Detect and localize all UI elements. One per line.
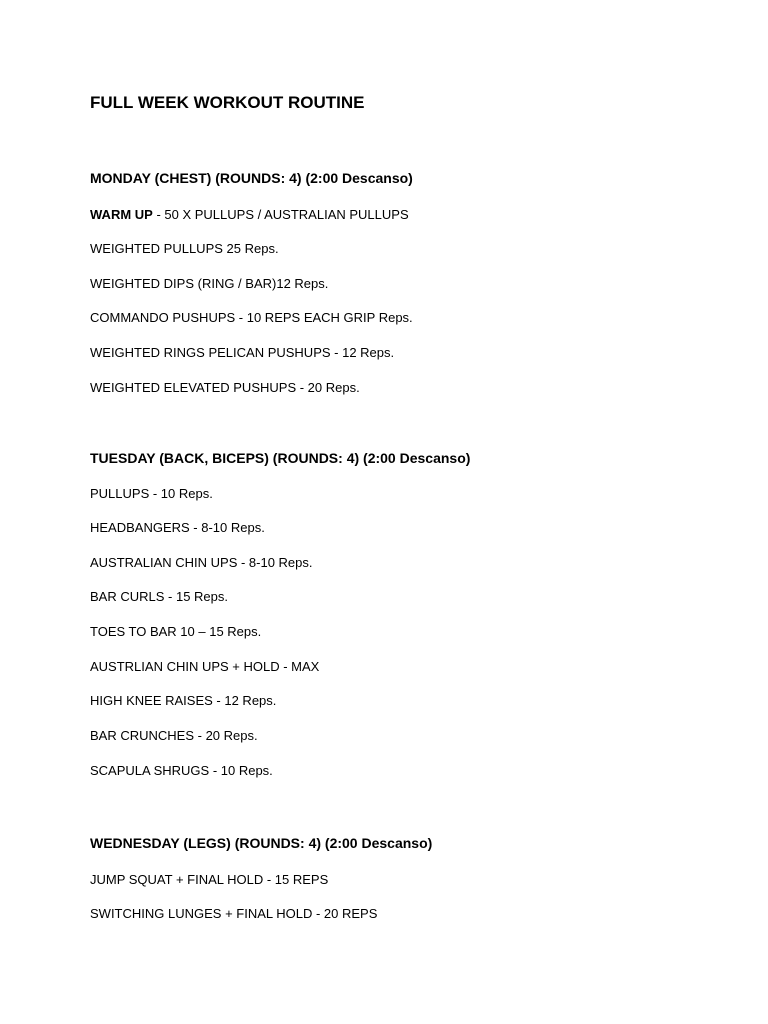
- section-heading: MONDAY (CHEST) (ROUNDS: 4) (2:00 Descanso): [90, 170, 413, 186]
- exercise-bold-label: WARM UP: [90, 207, 153, 222]
- exercise-line: WEIGHTED DIPS (RING / BAR)12 Reps.: [90, 276, 329, 291]
- section-wednesday: [90, 834, 730, 921]
- exercise-line: JUMP SQUAT + FINAL HOLD - 15 REPS: [90, 872, 329, 887]
- exercise-line: AUSTRALIAN CHIN UPS - 8-10 Reps.: [90, 555, 313, 570]
- exercise-line: BAR CRUNCHES - 20 Reps.: [90, 728, 258, 743]
- exercise-line: WEIGHTED RINGS PELICAN PUSHUPS - 12 Reps.: [90, 345, 395, 360]
- exercise-line: WEIGHTED PULLUPS 25 Reps.: [90, 241, 279, 256]
- exercise-line: SCAPULA SHRUGS - 10 Reps.: [90, 763, 273, 778]
- section-heading: WEDNESDAY (LEGS) (ROUNDS: 4) (2:00 Descanso): [90, 835, 433, 851]
- exercise-line: TOES TO BAR 10 – 15 Reps.: [90, 624, 262, 639]
- exercise-line: HEADBANGERS - 8-10 Reps.: [90, 520, 265, 535]
- exercise-line: PULLUPS - 10 Reps.: [90, 486, 213, 501]
- exercise-line: BAR CURLS - 15 Reps.: [90, 589, 228, 604]
- exercise-line: AUSTRLIAN CHIN UPS + HOLD - MAX: [90, 659, 320, 674]
- exercise-line: [90, 206, 409, 223]
- section-monday: [90, 169, 730, 395]
- section-tuesday: [90, 449, 730, 778]
- section-heading: TUESDAY (BACK, BICEPS) (ROUNDS: 4) (2:00 Descanso): [90, 450, 471, 466]
- exercise-line: SWITCHING LUNGES + FINAL HOLD - 20 REPS: [90, 906, 378, 921]
- exercise-line: HIGH KNEE RAISES - 12 Reps.: [90, 693, 277, 708]
- exercise-line: COMMANDO PUSHUPS - 10 REPS EACH GRIP Reps.: [90, 310, 413, 325]
- exercise-text: - 50 X PULLUPS / AUSTRALIAN PULLUPS: [152, 207, 409, 222]
- exercise-line: WEIGHTED ELEVATED PUSHUPS - 20 Reps.: [90, 380, 360, 395]
- document-title: FULL WEEK WORKOUT ROUTINE: [90, 93, 365, 112]
